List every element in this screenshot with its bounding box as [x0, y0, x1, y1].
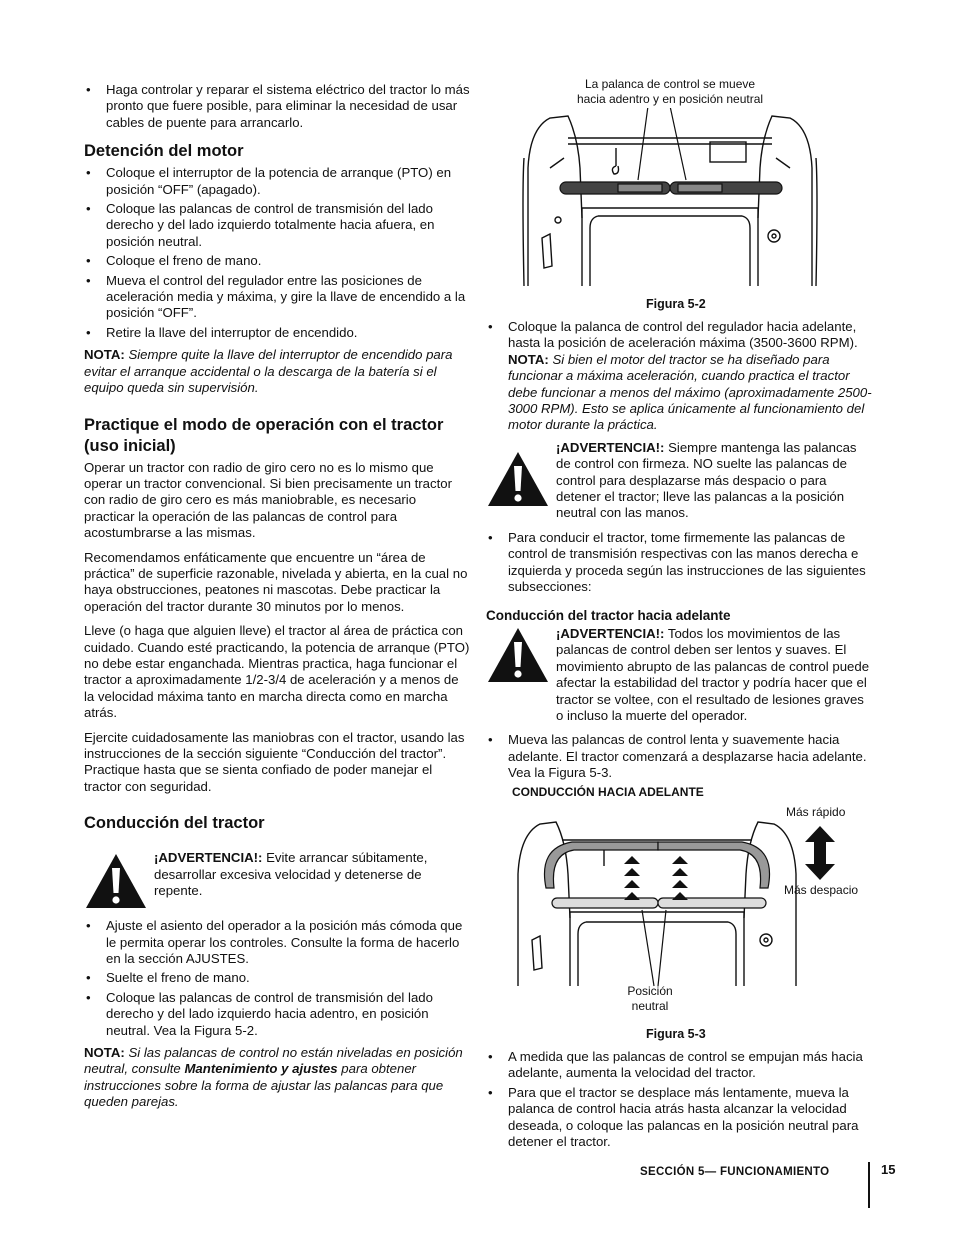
list-item: • Para que el tractor se desplace más lentamente, mueva la palanca de control hacia atrás hasta alcanzar la velocidad deseada, o coloque las palancas en la posición neutral para detener el tractor.	[486, 1085, 872, 1151]
note-label: NOTA:	[84, 1045, 125, 1061]
right-column-upper	[486, 319, 872, 788]
throttle-text: Coloque la palanca de control del regulador hacia adelante, hasta la posición de aceleración máxima (3500-3600 RPM).	[508, 319, 858, 351]
right-column-lower	[486, 1049, 872, 1156]
list-item: • Coloque el freno de mano.	[84, 253, 470, 269]
slower-label: Más despacio	[784, 883, 859, 897]
stop-engine-list	[84, 165, 470, 341]
note-text-bold: Mantenimiento y ajustes	[184, 1061, 338, 1077]
page-number: 15	[881, 1162, 896, 1177]
speed-list	[486, 1049, 872, 1150]
warning-icon	[84, 852, 148, 910]
callout-line-2: hacia adentro y en posición neutral	[576, 92, 764, 106]
note-text: Siempre quite la llave del interruptor de encendido para evitar el arranque accidental o la descarga de la batería si el equipo queda sin supervisión.	[84, 347, 453, 396]
warning-label: ¡ADVERTENCIA!:	[556, 625, 665, 641]
warning-text: Todos los movimientos de las palancas de control deben ser lentos y suaves. El movimiento abrupto de las palancas de control puede afectar la estabilidad del tractor y podría hacer que el tractor se voltee, con el resultado de lesiones graves o incluso la muerte del operador.	[556, 625, 870, 723]
neutral-line-2: neutral	[631, 999, 669, 1013]
list-item: • Haga controlar y reparar el sistema eléctrico del tractor lo más pronto que fuere posible, para eliminar la necesidad de usar cables de puente para arrancarlo.	[84, 82, 470, 131]
list-item: • Coloque las palancas de control de transmisión del lado derecho y del lado izquierdo totalmente hacia afuera, en posición neutral.	[84, 201, 470, 250]
practice-paragraph: Operar un tractor con radio de giro cero no es lo mismo que operar un tractor convencional. Si bien precisamente un tractor con radio de giro cero es más maniobrable, es necesario practicar la operación de las palancas de control para acostumbrarse a las mismas.	[84, 459, 452, 541]
figure-5-2-illustration	[520, 108, 820, 290]
neutral-label	[620, 984, 680, 1014]
warning-label: ¡ADVERTENCIA!:	[556, 439, 665, 455]
figure-5-2-caption: Figura 5-2	[646, 297, 706, 311]
practice-paragraph: Lleve (o haga que alguien lleve) el tractor al área de práctica con cuidado. Cuando esté practicando, la potencia de arranque (PTO) no debe estar enganchada. Mientras practica, haga funcionar el tractor a aproximadamente 1/2-3/4 de aceleración y a menos de la velocidad máxima tanto en marcha directa como en marcha atrás.	[84, 623, 470, 721]
section-footer: SECCIÓN 5— FUNCIONAMIENTO	[640, 1166, 830, 1178]
note-text-post: para obtener instrucciones sobre la forma de ajustar las palancas para que queden parejas.	[84, 1061, 444, 1110]
figure-5-3-caption: Figura 5-3	[646, 1027, 706, 1041]
driving-heading: Conducción del tractor	[84, 814, 265, 833]
note-text-pre: Si las palancas de control no están niveladas en posición neutral, consulte	[84, 1045, 463, 1077]
note-text: Si bien el motor del tractor se ha diseñado para funcionar a máxima aceleración, cuando practica el tractor debe funcionar a menos del máximo (aproximadamente 2500-3000 RPM). Esto se aplica únicamente al funcionamiento del motor durante la práctica.	[508, 351, 872, 433]
neutral-line-1: Posición	[627, 984, 673, 998]
warning-icon	[486, 626, 550, 684]
stop-note	[84, 347, 470, 396]
list-item: • Coloque las palancas de control de transmisión del lado derecho y del lado izquierdo hacia adentro, en posición neutral. Vea la Figura 5-2.	[84, 990, 470, 1039]
practice-heading: Practique el modo de operación con el tractor (uso inicial)	[84, 415, 444, 455]
list-item: • Ajuste el asiento del operador a la posición más cómoda que le permita operar los controles. Consulte la forma de hacerlo en la sección AJUSTES.	[84, 918, 470, 967]
forward-heading: Conducción del tractor hacia adelante	[486, 607, 731, 623]
list-item: • Mueva el control del regulador entre las posiciones de aceleración media y máxima, y gire la llave de encendido a la posición “OFF”.	[84, 273, 470, 322]
driving-note	[84, 1045, 470, 1111]
speed-arrow-icon	[804, 826, 836, 880]
figure-5-2-callout	[560, 77, 780, 107]
list-item: • A medida que las palancas de control se empujan más hacia adelante, aumenta la velocidad del tractor.	[486, 1049, 872, 1082]
list-item: • Retire la llave del interruptor de encendido.	[84, 325, 470, 341]
intro-list	[84, 82, 470, 131]
driving-list	[84, 918, 470, 1039]
warning-text: Siempre mantenga las palancas de control con firmeza. NO suelte las palancas de control para desplazarse más despacio o para detener el tractor; lleve las palancas a la posición neutral con las manos.	[556, 439, 857, 521]
warning-icon	[486, 450, 550, 508]
warning-label: ¡ADVERTENCIA!:	[154, 850, 263, 866]
practice-paragraph: Ejercite cuidadosamente las maniobras con el tractor, usando las instrucciones de la sección siguiente “Conducción del tractor”. Practique hasta que se sienta confiado de poder manejar el tractor con seguridad.	[84, 729, 465, 794]
forward-warning	[486, 626, 872, 724]
throttle-list	[486, 319, 872, 434]
grip-warning	[486, 440, 872, 522]
figure-5-3-illustration	[512, 818, 802, 988]
list-item: • Mueva las palancas de control lenta y suavemente hacia adelante. El tractor comenzará a desplazarse hacia adelante. Vea la Figura 5-3.	[486, 732, 872, 781]
drive-list	[486, 530, 872, 596]
left-column	[84, 82, 470, 1119]
faster-label: Más rápido	[786, 805, 846, 819]
list-item: • Coloque el interruptor de la potencia de arranque (PTO) en posición “OFF” (apagado).	[84, 165, 470, 198]
forward-list	[486, 732, 872, 781]
footer-divider	[868, 1162, 870, 1208]
figure-5-3-title: CONDUCCIÓN HACIA ADELANTE	[512, 785, 704, 799]
stop-engine-heading: Detención del motor	[84, 142, 244, 161]
list-item: • Para conducir el tractor, tome firmemente las palancas de control de transmisión respectivas con las manos derecha e izquierda y proceda según las instrucciones de las siguientes subsecciones:	[486, 530, 872, 596]
callout-line-1: La palanca de control se mueve	[584, 77, 756, 91]
note-label: NOTA:	[84, 347, 125, 363]
driving-warning	[84, 850, 470, 910]
list-item: • Suelte el freno de mano.	[84, 970, 470, 986]
list-item	[486, 319, 872, 434]
warning-text: Evite arrancar súbitamente, desarrollar excesiva velocidad y detenerse de repente.	[154, 850, 428, 899]
note-label: NOTA:	[508, 351, 549, 367]
practice-paragraph: Recomendamos enfáticamente que encuentre un “área de práctica” de superficie razonable, nivelada y abierta, en la cual no haya obstrucciones, peatones ni mascotas. Debe practicar la operación del tractor durante 30 minutos por lo menos.	[84, 549, 468, 614]
